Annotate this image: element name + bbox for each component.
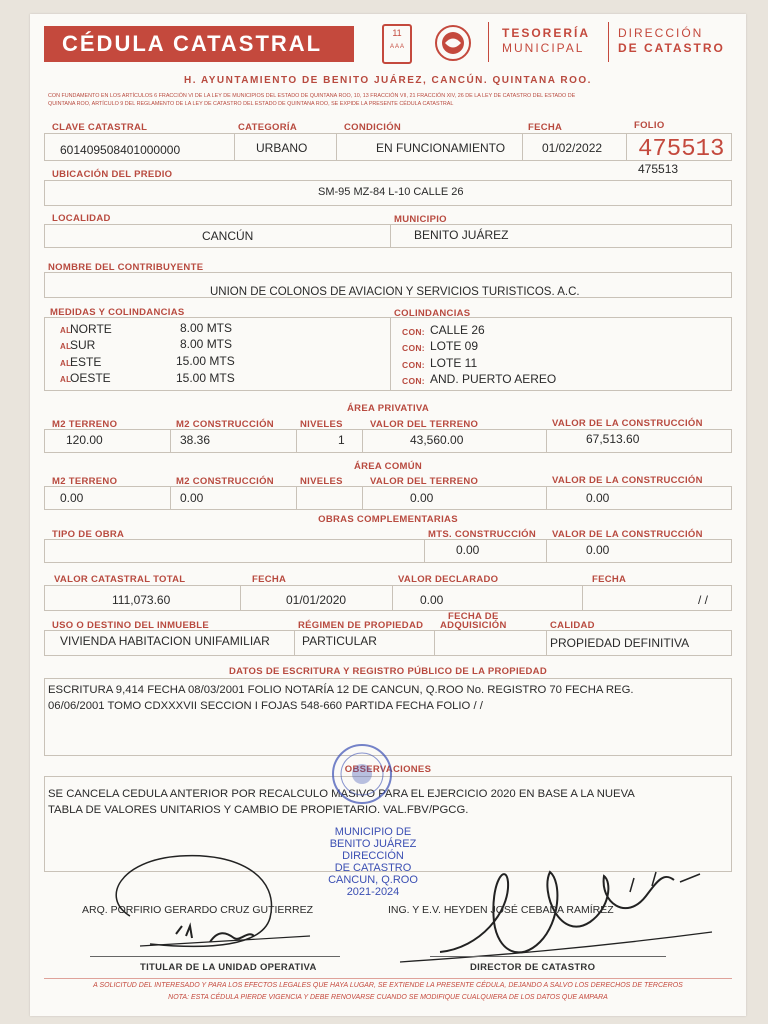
stamp-line4: DE CATASTRO	[334, 862, 412, 874]
section-escritura: DATOS DE ESCRITURA Y REGISTRO PÚBLICO DE LA PROPIEDAD	[229, 666, 547, 677]
stamp-line6: 2021-2024	[346, 886, 400, 898]
privativa-m2-construccion: 38.36	[180, 433, 211, 447]
label-valor-construccion: VALOR DE LA CONSTRUCCIÓN	[552, 418, 703, 429]
label-m2-construccion: M2 CONSTRUCCIÓN	[176, 476, 274, 487]
folio-red-value: 475513	[638, 136, 725, 163]
con-label: CON:	[402, 327, 425, 337]
seal-number: 11	[392, 28, 402, 38]
divider	[296, 429, 297, 453]
municipio-value: BENITO JUÁREZ	[414, 228, 509, 242]
titular-nombre: ARQ. PORFIRIO GERARDO CRUZ GUTIERREZ	[82, 904, 314, 916]
uso-calidad: PROPIEDAD DEFINITIVA	[550, 636, 690, 650]
obras-valor-construccion: 0.00	[586, 543, 610, 557]
footer-rule	[44, 978, 732, 979]
direccion-line2: DE CATASTRO	[618, 41, 725, 55]
obras-box	[44, 539, 732, 563]
label-calidad: CALIDAD	[550, 620, 595, 631]
label-condicion: CONDICIÓN	[344, 122, 402, 133]
divider	[362, 486, 363, 510]
comun-m2-terreno: 0.00	[60, 491, 84, 505]
con-label: CON:	[402, 360, 425, 370]
section-obras: OBRAS COMPLEMENTARIAS	[318, 514, 458, 525]
divider	[424, 539, 425, 563]
medida-dir: NORTE	[70, 322, 112, 336]
divider	[234, 133, 235, 161]
stamp-line3: DIRECCIÓN	[342, 850, 404, 862]
divider	[546, 539, 547, 563]
label-mts-construccion: MTS. CONSTRUCCIÓN	[428, 529, 537, 540]
label-uso: USO O DESTINO DEL INMUEBLE	[52, 620, 209, 631]
divider	[434, 630, 435, 656]
medida-con: CALLE 26	[430, 323, 485, 337]
divider	[582, 585, 583, 611]
section-observaciones: OBSERVACIONES	[344, 764, 432, 775]
divider	[546, 486, 547, 510]
label-valor-construccion: VALOR DE LA CONSTRUCCIÓN	[552, 529, 703, 540]
contribuyente-value: UNION DE COLONOS DE AVIACION Y SERVICIOS TURISTICOS. A.C.	[210, 286, 580, 298]
al-label: AL	[60, 326, 72, 335]
escritura-line2: 06/06/2001 TOMO CDXXXVII SECCION I FOJAS 548-660 PARTIDA FECHA FOLIO / /	[48, 700, 483, 712]
divider	[240, 585, 241, 611]
label-m2-construccion: M2 CONSTRUCCIÓN	[176, 419, 274, 430]
label-medidas: MEDIDAS Y COLINDANCIAS	[50, 307, 185, 318]
label-niveles: NIVELES	[300, 476, 343, 487]
fundamento-line1: CON FUNDAMENTO EN LOS ARTÍCULOS 6 FRACCIÓN VI DE LA LEY DE MUNICIPIOS DEL ESTADO DE QUINTANA ROO, 10, 13 FRACCIÓN VII, 21 FRACCIÓN XIV, 26 DE LA LEY DE CATASTRO DEL ESTADO DE	[48, 93, 576, 99]
header-divider-2	[608, 22, 609, 62]
label-director: DIRECTOR DE CATASTRO	[470, 962, 596, 973]
folio-black-value: 475513	[638, 162, 679, 176]
privativa-valor-terreno: 43,560.00	[410, 433, 464, 447]
cedula-document	[30, 14, 746, 1016]
privativa-m2-terreno: 120.00	[66, 433, 103, 447]
label-m2-terreno: M2 TERRENO	[52, 476, 118, 487]
tesoreria-line1: TESORERÍA	[502, 26, 591, 40]
label-categoria: CATEGORÍA	[238, 122, 297, 133]
label-tipo-obra: TIPO DE OBRA	[52, 529, 125, 540]
medida-dir: OESTE	[70, 371, 111, 385]
director-nombre: ING. Y E.V. HEYDEN JOSÉ CEBADA RAMÍREZ	[388, 904, 614, 916]
localidad-value: CANCÚN	[202, 229, 254, 243]
al-label: AL	[60, 375, 72, 384]
medida-dir: ESTE	[70, 355, 102, 369]
divider	[170, 486, 171, 510]
privativa-valor-construccion: 67,513.60	[586, 432, 640, 446]
al-label: AL	[60, 342, 72, 351]
fecha-valor: 01/01/2020	[286, 593, 347, 607]
divider	[522, 133, 523, 161]
label-colindancias: COLINDANCIAS	[394, 308, 471, 319]
stamp-line1: MUNICIPIO DE	[334, 826, 412, 838]
fundamento-line2: QUINTANA ROO, ARTÍCULO 9 DEL REGLAMENTO DE LA LEY DE CATASTRO DEL ESTADO DE QUINTANA ROO, SE EXPIDE LA PRESENTE CÉDULA CATASTRAL	[48, 101, 454, 107]
divider	[170, 429, 171, 453]
label-valor-catastral-total: VALOR CATASTRAL TOTAL	[54, 574, 186, 585]
medida-mts: 8.00 MTS	[180, 321, 233, 335]
stamp-line5: CANCUN, Q.ROO	[328, 874, 418, 886]
label-fecha: FECHA	[252, 574, 287, 585]
comun-m2-construccion: 0.00	[180, 491, 204, 505]
label-m2-terreno: M2 TERRENO	[52, 419, 118, 430]
categoria-value: URBANO	[256, 141, 308, 155]
condicion-value: EN FUNCIONAMIENTO	[376, 141, 506, 155]
section-area-comun: ÁREA COMÚN	[353, 461, 423, 472]
titular-line	[90, 956, 340, 957]
divider	[336, 133, 337, 161]
medida-mts: 8.00 MTS	[180, 337, 233, 351]
label-contribuyente: NOMBRE DEL CONTRIBUYENTE	[48, 262, 204, 273]
comun-valor-terreno: 0.00	[410, 491, 434, 505]
section-area-privativa: ÁREA PRIVATIVA	[347, 403, 429, 414]
direccion-block	[618, 26, 725, 56]
label-valor-terreno: VALOR DEL TERRENO	[370, 476, 479, 487]
official-seal	[330, 742, 394, 806]
label-titular: TITULAR DE LA UNIDAD OPERATIVA	[140, 962, 317, 973]
divider	[294, 630, 295, 656]
label-valor-construccion: VALOR DE LA CONSTRUCCIÓN	[552, 475, 703, 486]
director-line	[430, 956, 666, 957]
comun-valor-construccion: 0.00	[586, 491, 610, 505]
label-clave: CLAVE CATASTRAL	[52, 122, 148, 133]
medida-con: LOTE 09	[430, 339, 479, 353]
comun-box	[44, 486, 732, 510]
valor-declarado: 0.00	[420, 593, 444, 607]
label-fecha: FECHA	[528, 122, 563, 133]
observaciones-line1: SE CANCELA CEDULA ANTERIOR POR RECALCULO MASIVO PARA EL EJERCICIO 2020 EN BASE A LA NUEVA	[48, 788, 635, 800]
clave-value: 601409508401000000	[60, 143, 181, 157]
medida-mts: 15.00 MTS	[176, 354, 235, 368]
tesoreria-line2: MUNICIPAL	[502, 41, 585, 55]
observaciones-line2: TABLA DE VALORES UNITARIOS Y CAMBIO DE PROPIETARIO. VAL.FBV/PGCG.	[48, 804, 469, 816]
seal-letters: A A A	[389, 44, 404, 50]
medida-con: LOTE 11	[430, 356, 478, 370]
banner-title: CÉDULA CATASTRAL	[44, 26, 354, 62]
label-valor-terreno: VALOR DEL TERRENO	[370, 419, 479, 430]
divider	[392, 585, 393, 611]
municipal-seal	[382, 24, 412, 64]
tesoreria-block	[502, 26, 590, 56]
medida-dir: SUR	[70, 338, 96, 352]
al-label: AL	[60, 359, 72, 368]
obras-mts-construccion: 0.00	[456, 543, 480, 557]
uso-destino: VIVIENDA HABITACION UNIFAMILIAR	[60, 634, 270, 648]
footer-line1: A SOLICITUD DEL INTERESADO Y PARA LOS EFECTOS LEGALES QUE HAYA LUGAR, SE EXTIENDE LA PRESENTE CÉDULA, DEJANDO A SALVO LOS DERECHOS DE TERCEROS	[93, 982, 683, 989]
label-fecha: FECHA	[592, 574, 627, 585]
label-niveles: NIVELES	[300, 419, 343, 430]
divider	[390, 224, 391, 248]
label-fecha-adq-2: ADQUISICIÓN	[440, 620, 507, 631]
stamp-line2: BENITO JUÁREZ	[329, 838, 417, 850]
city-logo	[434, 24, 472, 62]
divider	[362, 429, 363, 453]
con-label: CON:	[402, 343, 425, 353]
signature-titular	[90, 838, 320, 958]
label-folio: FOLIO	[634, 120, 665, 131]
localidad-box	[44, 224, 732, 248]
label-ubicacion: UBICACIÓN DEL PREDIO	[52, 169, 173, 180]
divider	[546, 429, 547, 453]
footer-line2: NOTA: ESTA CÉDULA PIERDE VIGENCIA Y DEBE RENOVARSE CUANDO SE MODIFIQUE CUALQUIERA DE LOS DATOS QUE AMPARA	[168, 994, 608, 1001]
medida-con: AND. PUERTO AEREO	[430, 372, 557, 386]
direccion-line1: DIRECCIÓN	[618, 26, 704, 40]
fecha2-valor: / /	[698, 593, 709, 607]
label-localidad: LOCALIDAD	[52, 213, 111, 224]
label-fecha-adq-1: FECHA DE	[448, 611, 499, 622]
escritura-line1: ESCRITURA 9,414 FECHA 08/03/2001 FOLIO NOTARÍA 12 DE CANCUN, Q.ROO No. REGISTRO 70 FECHA REG.	[48, 684, 634, 696]
divider	[390, 317, 391, 391]
header-divider-1	[488, 22, 489, 62]
valor-catastral-total: 111,073.60	[112, 593, 171, 607]
divider	[296, 486, 297, 510]
uso-regimen: PARTICULAR	[302, 634, 377, 648]
medida-mts: 15.00 MTS	[176, 371, 235, 385]
label-municipio: MUNICIPIO	[394, 214, 447, 225]
ubicacion-value: SM-95 MZ-84 L-10 CALLE 26	[318, 186, 464, 198]
ayuntamiento-title: H. AYUNTAMIENTO DE BENITO JUÁREZ, CANCÚN. QUINTANA ROO.	[184, 75, 592, 86]
label-valor-declarado: VALOR DECLARADO	[398, 574, 499, 585]
divider	[626, 133, 627, 161]
privativa-niveles: 1	[338, 433, 345, 447]
con-label: CON:	[402, 376, 425, 386]
fecha-value: 01/02/2022	[542, 141, 603, 155]
medidas-box	[44, 317, 732, 391]
label-regimen: RÉGIMEN DE PROPIEDAD	[298, 620, 424, 631]
divider	[546, 630, 547, 656]
